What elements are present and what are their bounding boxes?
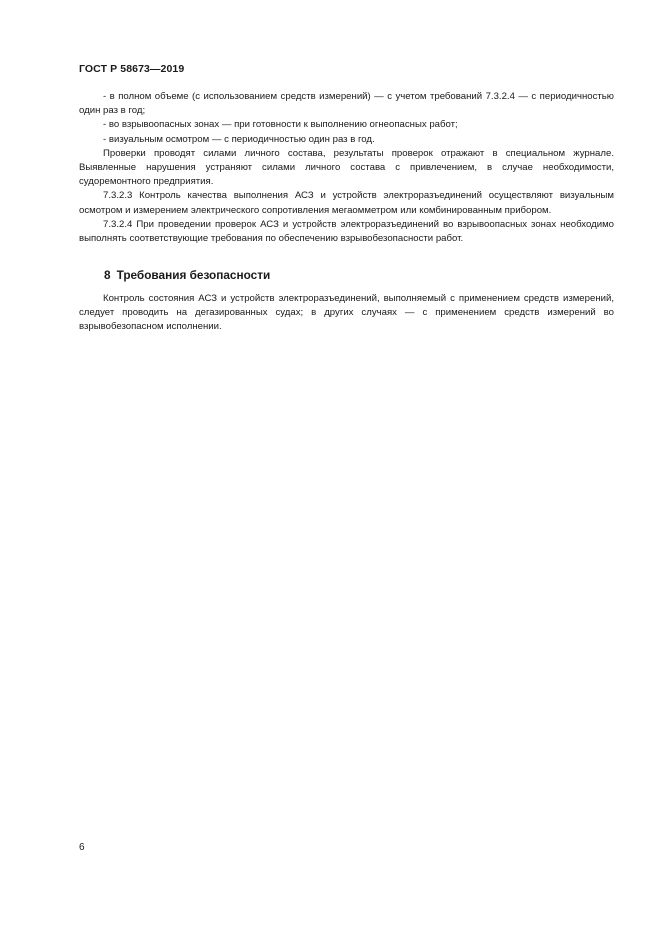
list-item-full-scope: - в полном объеме (с использованием средств измерений) — с учетом требований 7.3.2.4 — с периодичностью один раз в год; <box>79 91 614 117</box>
list-item-visual-inspection: - визуальным осмотром — с периодичностью один раз в год. <box>103 133 375 145</box>
paragraph-inspections: Проверки проводят силами личного состава, результаты проверок отражают в специальном журнале. Выявленные нарушения устраняют силами личного состава с привлечением, в случае необходимости, судоремонтного предприятия. <box>79 147 614 188</box>
paragraph-7-3-2-3: 7.3.2.3 Контроль качества выполнения АСЗ и устройств электроразъединений осуществляют визуальным осмотром и измерением электрического сопротивления мегаомметром или комбинированным прибором. <box>79 190 614 216</box>
paragraph-safety: Контроль состояния АСЗ и устройств электроразъединений, выполняемый с применением средств измерений, следует проводить на дегазированных судах; в других случаях — с применением средств измерений во взрывобезопасном исполнении. <box>79 293 614 333</box>
section-title-text: Требования безопасности <box>116 268 271 282</box>
section-number: 8 <box>104 268 111 282</box>
section-heading <box>104 268 270 282</box>
paragraph-7-3-2-4: 7.3.2.4 При проведении проверок АСЗ и устройств электроразъединений во взрывоопасных зонах необходимо выполнять соответствующие требования по обеспечению взрывобезопасности работ. <box>79 218 614 245</box>
page-number: 6 <box>79 842 85 853</box>
document-code-header: ГОСТ Р 58673—2019 <box>79 63 185 75</box>
text-block-section-8 <box>79 292 614 335</box>
text-block-top <box>79 90 614 246</box>
list-item-hazard-zones: - во взрывоопасных зонах — при готовности к выполнению огнеопасных работ; <box>103 119 458 131</box>
